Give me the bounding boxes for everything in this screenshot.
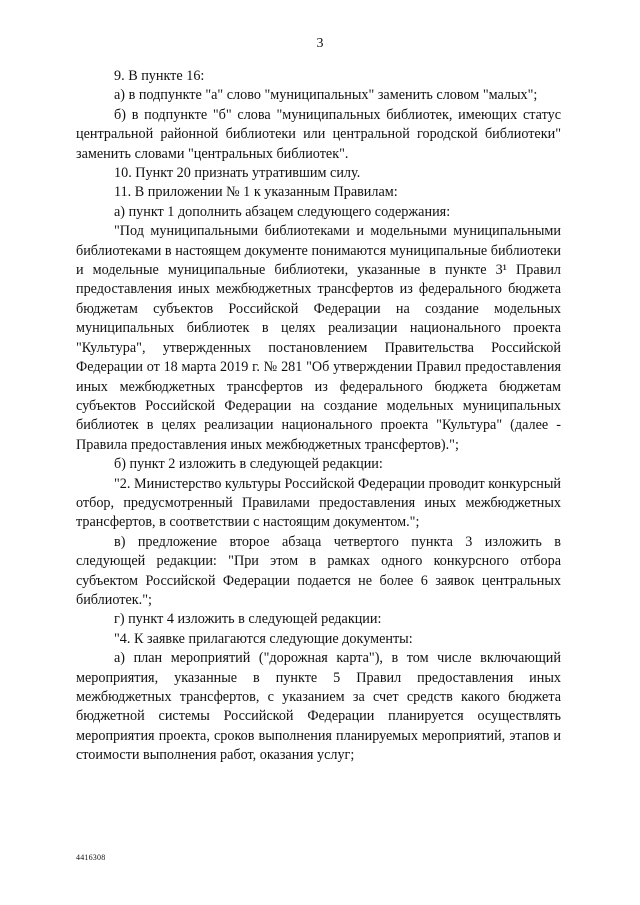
paragraph: а) план мероприятий ("дорожная карта"), в том числе включающий мероприятия, указанные в пункте 5 Правил предоставления иных межбюджетных трансфертов, с указанием за счет средств какого бюджета бюджетной системы Российской Федерации планируется осуществлять мероприятия проекта, сроков выполнения планируемых мероприятий, этапов и стоимости выполнения работ, оказания услуг; (76, 650, 561, 764)
paragraph: г) пункт 4 изложить в следующей редакции: (114, 611, 382, 628)
document-body (76, 67, 561, 766)
paragraph: "4. К заявке прилагаются следующие документы: (114, 630, 413, 647)
paragraph: 10. Пункт 20 признать утратившим силу. (114, 165, 361, 182)
paragraph: б) пункт 2 изложить в следующей редакции: (114, 456, 383, 473)
paragraph: а) в подпункте "а" слово "муниципальных" заменить словом "малых"; (114, 87, 538, 104)
paragraph: б) в подпункте "б" слова "муниципальных библиотек, имеющих статус центральной районной библиотеки или центральной городской библиотеки" заменить словами "центральных библиотек". (76, 106, 561, 162)
paragraph: "Под муниципальными библиотеками и модельными муниципальными библиотеками в настоящем документе понимаются муниципальные библиотеки и модельные муниципальные библиотеки, указанные в пункте 3¹ Правил предоставления иных межбюджетных трансфертов из федерального бюджета бюджетам субъектов Российской Федерации на создание модельных муниципальных библиотек в целях реализации национального проекта "Культура", утвержденных постановлением Правительства Российской Федерации от 18 марта 2019 г. № 281 "Об утверждении Правил предоставления иных межбюджетных трансфертов из федерального бюджета бюджетам субъектов Российской Федерации на создание модельных муниципальных библиотек в целях реализации национального проекта "Культура" (далее - Правила предоставления иных межбюджетных трансфертов)."; (76, 223, 561, 453)
paragraph: "2. Министерство культуры Российской Федерации проводит конкурсный отбор, предусмотренный Правилами предоставления иных межбюджетных трансфертов, в соответствии с настоящим документом."; (76, 475, 561, 531)
paragraph: 9. В пункте 16: (114, 68, 205, 84)
document-id: 4416308 (76, 853, 106, 862)
paragraph: 11. В приложении № 1 к указанным Правилам: (114, 184, 398, 201)
paragraph: в) предложение второе абзаца четвертого пункта 3 изложить в следующей редакции: "При этом в рамках одного конкурсного отбора субъектом Российской Федерации подается не более 6 заявок центральных библиотек."; (76, 533, 561, 608)
paragraph: а) пункт 1 дополнить абзацем следующего содержания: (114, 203, 451, 220)
page-number: 3 (316, 36, 324, 51)
